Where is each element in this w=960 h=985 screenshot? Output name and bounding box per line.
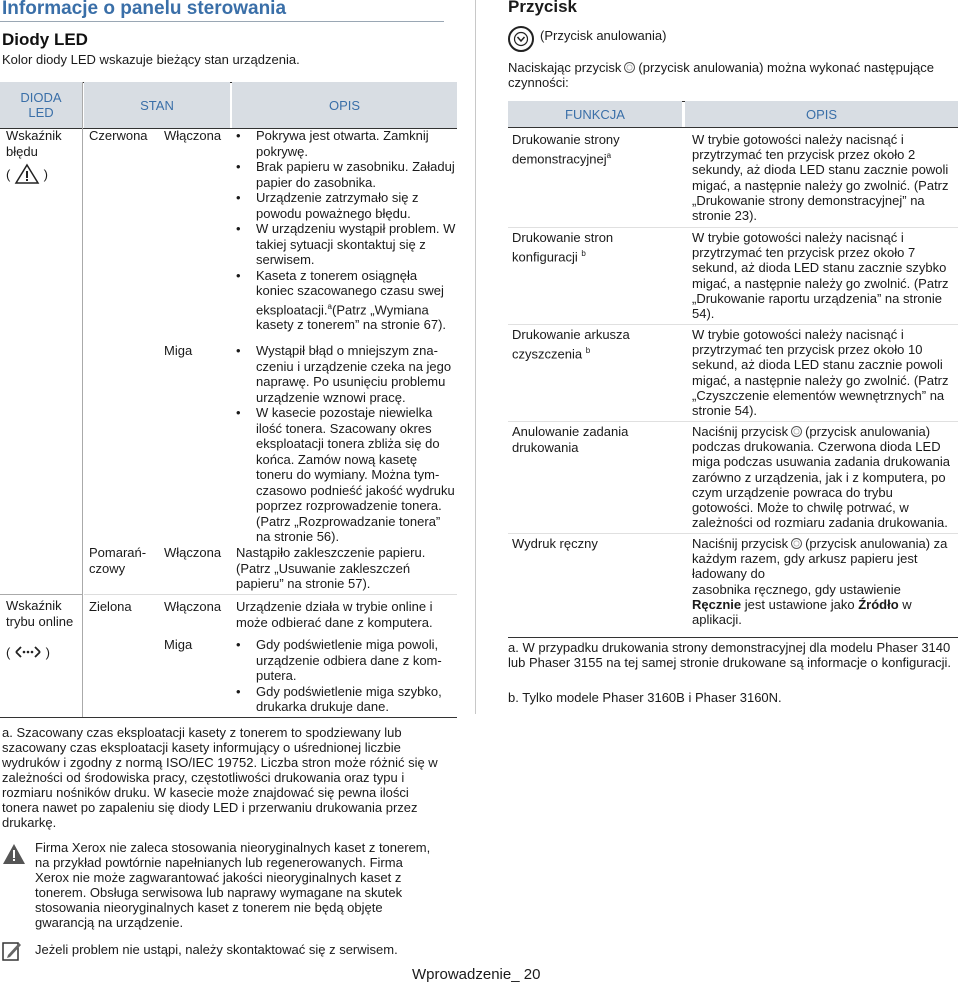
title-rule — [0, 21, 444, 22]
state-on: Włączona — [164, 545, 222, 560]
function-config: Drukowanie stron konfiguracji $^b$ — [512, 230, 614, 265]
col-diode-header: DIODA LED — [0, 82, 82, 128]
state-green: Zielona — [89, 599, 132, 614]
error-indicator-icon-wrap: ( ) — [6, 163, 48, 185]
desc-cleaning: W trybie gotowości należy nacisnąć i przytrzymać ten przycisk przez około 10 sekund, aż dioda LED stanu zacznie powoli migać, a następnie należy go zwolnić. (Patrz „Czyszczenie elementów wewnętrznych” na stronie 54). — [692, 327, 949, 419]
column-divider — [475, 0, 476, 714]
button-footnote-a: a. W przypadku drukowania strony demonstracyjnej dla modelu Phaser 3140 lub Phaser 3155 na tej samej stronie drukowane są informacje o konfiguracji. — [508, 640, 951, 670]
footnote-ref: a — [327, 301, 332, 311]
row-divider — [508, 421, 958, 422]
desc-config: W trybie gotowości należy nacisnąć i przytrzymać ten przycisk przez około 7 sekund, aż dioda LED stanu zacznie szybko migać, a następnie należy go zwolnić. (Patrz „Drukowanie raportu urządzenia” na stronie 54). — [692, 230, 949, 322]
cancel-button-label: (Przycisk anulowania) — [540, 28, 667, 43]
col-function-header: FUNKCJA — [508, 101, 682, 127]
warning-icon — [2, 843, 26, 865]
red-blink-list — [236, 343, 456, 545]
list-item: • Pokrywa jest otwarta. Zamknij pokrywę. — [236, 128, 429, 159]
list-item: • Brak papieru w zasobniku. Załaduj papier do zasobnika. — [236, 159, 455, 190]
function-cancel-job: Anulowanie zadania drukowania — [512, 424, 629, 455]
func-table-header-border — [508, 127, 958, 128]
leds-title: Diody LED — [2, 30, 88, 49]
func-table-bottom — [508, 637, 958, 638]
green-on-desc: Urządzenie działa w trybie online i może odbierać dane z komputera. — [236, 599, 433, 630]
page-title: Informacje o panelu sterowania — [2, 0, 287, 19]
page-footer: Wprowadzenie_ 20 — [412, 966, 541, 983]
state-orange: Pomarańczowy — [89, 545, 147, 576]
online-indicator-label: Wskaźnik trybu online — [6, 598, 74, 629]
state-red: Czerwona — [89, 128, 148, 143]
list-item: • Gdy podświetlenie miga powoli, urządzenie odbiera dane z komputera. — [236, 637, 442, 683]
desc-cancel-job: Naciśnij przycisk (przycisk anulowania) podczas drukowania. Czerwona dioda LED miga podczas usuwania zadania drukowania zarówno z urządzenia, jak i z komputera, po czym urządzenie powraca do trybu gotowości. Może to chwilę potrwać, w zależności od rozmiaru zadania drukowania. — [692, 424, 950, 531]
col-divider — [82, 82, 83, 717]
warning-text: Firma Xerox nie zaleca stosowania nieoryginalnych kaset z tonerem, na przykład powtórnie napełnianych lub regenerowanych. Firma Xerox nie może zagwarantować jakości nieoryginalnych kaset z tonerem. Obsługa serwisowa lub naprawy wymagane na skutek stosowania nieoryginalnych kaset z tonerem nie będą objęte gwarancją na urządzenie. — [35, 840, 431, 930]
leds-subtitle: Kolor diody LED wskazuje bieżący stan urządzenia. — [2, 52, 300, 67]
cancel-icon — [791, 538, 802, 549]
row-divider — [84, 594, 457, 595]
col-desc-header: OPIS — [685, 101, 958, 127]
online-arrows-icon — [14, 645, 42, 659]
state-blink: Miga — [164, 343, 193, 358]
warning-triangle-icon — [14, 163, 40, 185]
cancel-icon — [624, 62, 635, 73]
table-bottom-border — [0, 717, 457, 718]
list-item: • W urządzeniu wystąpił problem. W takiej sytuacji skontaktuj się z serwisem. — [236, 221, 456, 267]
cancel-icon — [791, 426, 802, 437]
desc-manual: Naciśnij przycisk (przycisk anulowania) za każdym razem, gdy arkusz papieru jest ładowany do zasobnika ręcznego, gdy ustawienie Ręcznie jest ustawione jako Źródło w aplikacji. — [692, 536, 948, 628]
list-item: • Gdy podświetlenie miga szybko, drukarka drukuje dane. — [236, 683, 442, 714]
list-item: • Kaseta z tonerem osiągnęła koniec szacowanego czasu swej eksploatacji.$^a$(Patrz „Wymiana kasety z tonerem” na stronie 67). — [236, 267, 447, 333]
cancel-icon — [513, 31, 529, 47]
error-indicator-label: Wskaźnik błędu — [6, 128, 62, 159]
list-item: • Wystąpił błąd o mniejszym znaczeniu i urządzenie czeka na jego naprawę. Po usunięciu problemu urządzenie wznowi pracę. — [236, 343, 452, 405]
leds-footnote: a. Szacowany czas eksploatacji kasety z tonerem to spodziewany lub szacowany czas eksploatacji kasety informujący o uśrednionej liczbie wydruków i zgodny z normą ISO/IEC 19752. Liczba stron może różnić się w zależności od środowiska pracy, częstotliwości drukowania oraz typu i rozmiaru nośników druku. W kasecie może znajdować się pewna ilości tonera nawet po zapaleniu się diody LED i przerwaniu drukowania przez drukarkę. — [2, 725, 438, 830]
list-item: • Urządzenie zatrzymało się z powodu poważnego błędu. — [236, 190, 419, 221]
note-text: Jeżeli problem nie ustąpi, należy skontaktować się z serwisem. — [35, 942, 398, 957]
col-desc-header: OPIS — [232, 82, 457, 128]
list-item: • W kasecie pozostaje niewielka ilość tonera. Szacowany okres eksploatacji tonera zbliża się do końca. Zamów nową kasetę toneru do wymiany. Można tymczasowo podnieść jakość wydruku poprzez rozprowadzenie tonera. (Patrz „Rozprowadzanie tonera” na stronie 56). — [236, 405, 455, 544]
button-title: Przycisk — [508, 0, 577, 16]
online-indicator-icon-wrap: ( ) — [6, 645, 50, 660]
row-divider — [508, 227, 958, 228]
orange-on-desc: Nastąpiło zakleszczenie papieru. (Patrz „Usuwanie zakleszczeń papieru” na stronie 57). — [236, 545, 426, 591]
red-on-list — [236, 128, 456, 333]
function-demo: Drukowanie strony demonstracyjnej$^a$ — [512, 132, 620, 167]
row-divider — [508, 324, 958, 325]
row-divider — [508, 533, 958, 534]
function-manual: Wydruk ręczny — [512, 536, 598, 551]
note-pencil-icon — [2, 940, 22, 962]
function-cleaning: Drukowanie arkusza czyszczenia $^b$ — [512, 327, 630, 362]
state-blink: Miga — [164, 637, 193, 652]
col-state-header: STAN — [84, 82, 230, 128]
button-intro: Naciskając przycisk (przycisk anulowania) można wykonać następujące czynności: — [508, 60, 934, 90]
button-footnote-b: b. Tylko modele Phaser 3160B i Phaser 3160N. — [508, 690, 782, 705]
state-on: Włączona — [164, 128, 222, 143]
green-blink-list — [236, 637, 456, 715]
desc-demo: W trybie gotowości należy nacisnąć i przytrzymać ten przycisk przez około 2 sekundy, aż dioda LED stanu zacznie powoli migać, a następnie należy go zwolnić. (Patrz „Drukowanie strony demonstracyjnej” na stronie 23). — [692, 132, 949, 224]
cancel-button-icon — [508, 26, 534, 52]
state-on: Włączona — [164, 599, 222, 614]
row-divider — [0, 594, 82, 595]
